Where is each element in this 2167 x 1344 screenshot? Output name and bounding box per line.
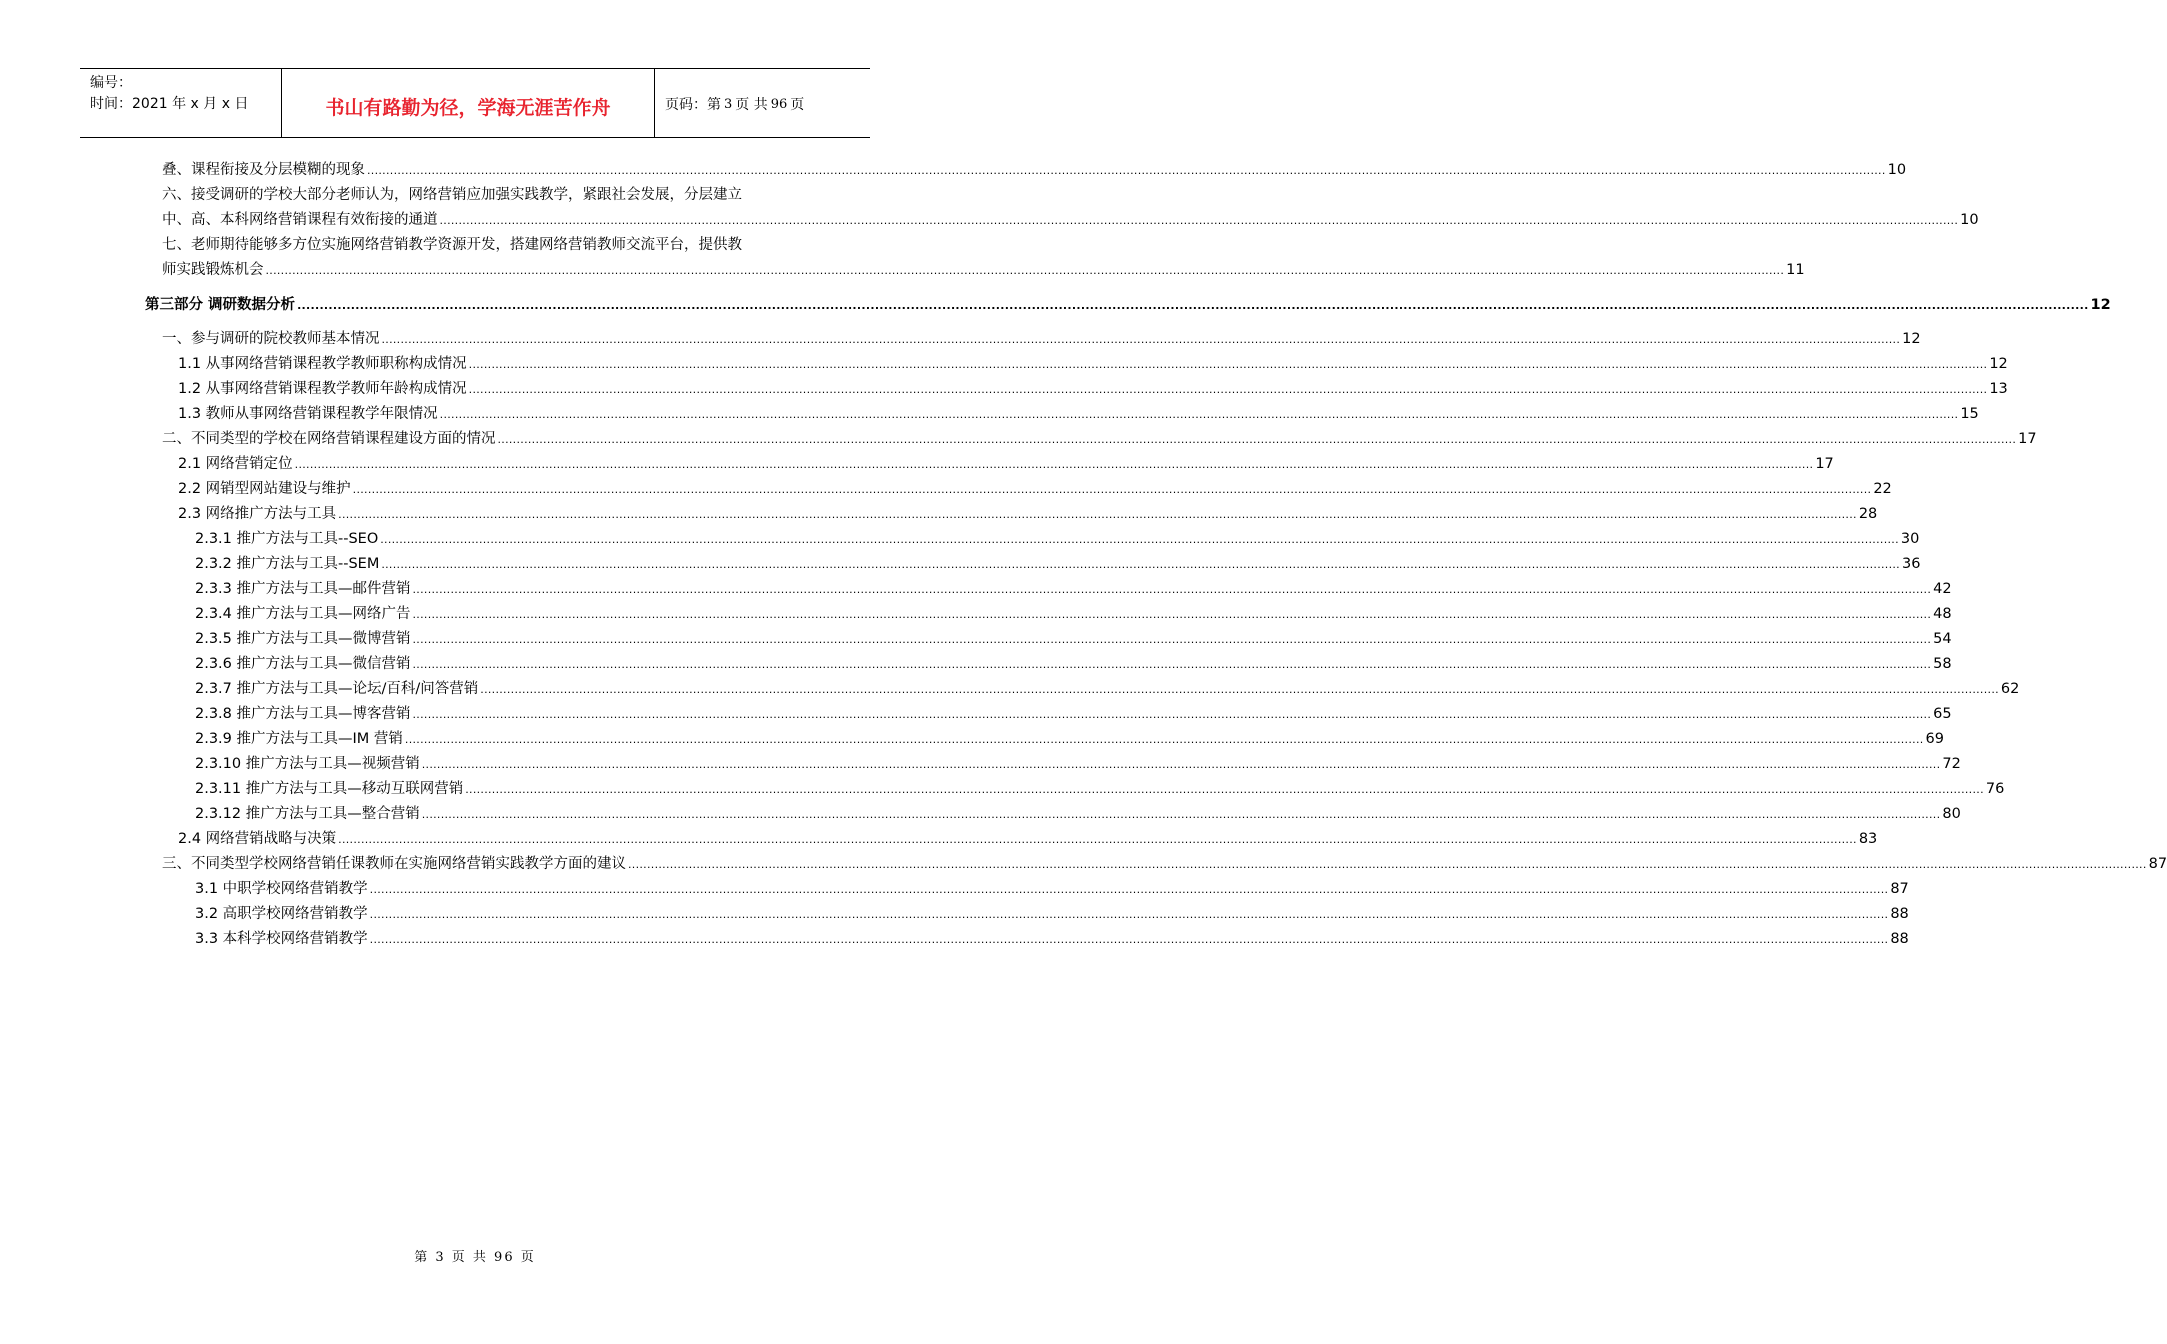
page-suffix: 页 xyxy=(790,97,805,113)
toc-entry-title: 2.3.11 推广方法与工具—移动互联网营销 xyxy=(195,781,464,797)
document-date: 时间：2021 年 x 月 x 日 xyxy=(90,96,249,112)
toc-leader: ................................................................................................................................................................................................................................................................................................................................................................................................................ xyxy=(412,583,1932,596)
toc-entry-title: 2.3.3 推广方法与工具—邮件营销 xyxy=(195,581,411,597)
toc-entry[interactable] xyxy=(178,354,2008,374)
toc-leader: ................................................................................................................................................................................................................................................................................................................................................................................................................ xyxy=(338,508,1857,521)
toc-entry-page: 65 xyxy=(1933,706,1952,722)
toc-entry-title: 2.3.5 推广方法与工具—微博营销 xyxy=(195,631,411,647)
toc-leader: ................................................................................................................................................................................................................................................................................................................................................................................................................ xyxy=(439,408,1959,421)
toc-leader: ................................................................................................................................................................................................................................................................................................................................................................................................................ xyxy=(628,858,2147,871)
toc-entry-title: 2.2 网销型网站建设与维护 xyxy=(178,481,351,497)
toc-entry-title: 2.3 网络推广方法与工具 xyxy=(178,506,337,522)
toc-entry[interactable] xyxy=(162,854,2167,874)
toc-entry[interactable] xyxy=(195,629,1952,649)
toc-entry-page: 72 xyxy=(1942,756,1961,772)
toc-entry[interactable] xyxy=(195,554,1921,574)
toc-entry-title: 2.4 网络营销战略与决策 xyxy=(178,831,337,847)
toc-leader: ................................................................................................................................................................................................................................................................................................................................................................................................................ xyxy=(369,883,1889,896)
toc-leader: ................................................................................................................................................................................................................................................................................................................................................................................................................ xyxy=(381,558,1900,571)
toc-entry-title: 2.1 网络营销定位 xyxy=(178,456,293,472)
toc-entry-title: 2.3.6 推广方法与工具—微信营销 xyxy=(195,656,411,672)
toc-entry-line[interactable]: 六、接受调研的学校大部分老师认为，网络营销应加强实践教学，紧跟社会发展，分层建立 xyxy=(162,187,742,203)
toc-leader: ................................................................................................................................................................................................................................................................................................................................................................................................................ xyxy=(265,264,1785,277)
toc-entry-page: 13 xyxy=(1989,381,2008,397)
toc-leader: ................................................................................................................................................................................................................................................................................................................................................................................................................ xyxy=(468,358,1988,371)
toc-entry-title: 1.1 从事网络营销课程教学教师职称构成情况 xyxy=(178,356,467,372)
toc-entry-page: 58 xyxy=(1933,656,1952,672)
toc-entry-title: 师实践锻炼机会 xyxy=(162,262,264,278)
toc-leader: ................................................................................................................................................................................................................................................................................................................................................................................................................ xyxy=(380,533,1899,546)
toc-entry-page: 88 xyxy=(1890,906,1909,922)
toc-entry-page: 11 xyxy=(1786,262,1805,278)
toc-entry[interactable] xyxy=(178,404,1979,424)
toc-entry-title: 3.1 中职学校网络营销教学 xyxy=(195,881,368,897)
toc-entry[interactable] xyxy=(162,329,1921,349)
toc-entry-title: 2.3.4 推广方法与工具—网络广告 xyxy=(195,606,411,622)
toc-entry-title: 2.3.10 推广方法与工具—视频营销 xyxy=(195,756,420,772)
header-motto: 书山有路勤为径，学海无涯苦作舟 xyxy=(282,69,655,137)
toc-entry[interactable] xyxy=(195,604,1952,624)
toc-entry-page: 17 xyxy=(2018,431,2037,447)
toc-leader: ................................................................................................................................................................................................................................................................................................................................................................................................................ xyxy=(465,783,1984,796)
toc-entry-page: 10 xyxy=(1960,212,1979,228)
toc-entry[interactable] xyxy=(178,479,1892,499)
toc-entry-page: 36 xyxy=(1901,556,1921,572)
page-header xyxy=(80,68,870,138)
toc-entry-title: 3.3 本科学校网络营销教学 xyxy=(195,931,368,947)
toc-entry[interactable] xyxy=(162,210,1979,230)
toc-entry[interactable] xyxy=(178,829,1878,849)
toc-entry-title: 1.3 教师从事网络营销课程教学年限情况 xyxy=(178,406,438,422)
toc-leader: ................................................................................................................................................................................................................................................................................................................................................................................................................ xyxy=(294,458,1814,471)
toc-leader: ................................................................................................................................................................................................................................................................................................................................................................................................................ xyxy=(297,299,2089,312)
toc-entry[interactable] xyxy=(178,379,2008,399)
toc-leader: ................................................................................................................................................................................................................................................................................................................................................................................................................ xyxy=(404,733,1924,746)
toc-entry-page: 62 xyxy=(2000,681,2020,697)
toc-entry-title: 2.3.2 推广方法与工具--SEM xyxy=(195,556,380,572)
toc-leader: ................................................................................................................................................................................................................................................................................................................................................................................................................ xyxy=(412,633,1932,646)
toc-leader: ................................................................................................................................................................................................................................................................................................................................................................................................................ xyxy=(369,908,1889,921)
toc-entry[interactable] xyxy=(195,929,1909,949)
toc-entry-title: 2.3.8 推广方法与工具—博客营销 xyxy=(195,706,411,722)
toc-entry-page: 42 xyxy=(1933,581,1952,597)
toc-entry[interactable] xyxy=(195,579,1952,599)
header-meta xyxy=(80,69,282,137)
toc-part-heading[interactable] xyxy=(145,295,2111,315)
toc-entry-page: 88 xyxy=(1890,931,1909,947)
toc-entry[interactable] xyxy=(195,779,2005,799)
toc-entry-title: 二、不同类型的学校在网络营销课程建设方面的情况 xyxy=(162,431,496,447)
toc-entry-title: 3.2 高职学校网络营销教学 xyxy=(195,906,368,922)
toc-entry-line[interactable]: 七、老师期待能够多方位实施网络营销教学资源开发，搭建网络营销教师交流平台，提供教 xyxy=(162,237,742,253)
toc-entry[interactable] xyxy=(195,904,1909,924)
toc-entry[interactable] xyxy=(195,754,1961,774)
toc-entry[interactable] xyxy=(162,429,2037,449)
toc-entry[interactable] xyxy=(178,504,1878,524)
toc-entry-page: 10 xyxy=(1887,162,1907,178)
toc-entry-page: 76 xyxy=(1985,781,2005,797)
toc-entry-page: 15 xyxy=(1960,406,1979,422)
toc-leader: ................................................................................................................................................................................................................................................................................................................................................................................................................ xyxy=(352,483,1872,496)
toc-entry-page: 12 xyxy=(1989,356,2008,372)
toc-entry-page: 17 xyxy=(1815,456,1834,472)
page-mid: 页 共 xyxy=(735,97,768,113)
toc-leader: ................................................................................................................................................................................................................................................................................................................................................................................................................ xyxy=(412,658,1932,671)
toc-entry[interactable] xyxy=(195,654,1952,674)
toc-entry-page: 30 xyxy=(1900,531,1920,547)
toc-leader: ................................................................................................................................................................................................................................................................................................................................................................................................................ xyxy=(480,683,1999,696)
toc-entry[interactable] xyxy=(195,804,1961,824)
document-number-label: 编号： xyxy=(90,75,132,91)
toc-entry-title: 2.3.7 推广方法与工具—论坛/百科/问答营销 xyxy=(195,681,479,697)
page-total: 96 xyxy=(770,96,788,112)
toc-leader: ................................................................................................................................................................................................................................................................................................................................................................................................................ xyxy=(468,383,1988,396)
page-current: 3 xyxy=(724,96,733,112)
toc-leader: ................................................................................................................................................................................................................................................................................................................................................................................................................ xyxy=(421,758,1941,771)
toc-entry-page: 80 xyxy=(1942,806,1961,822)
toc-entry-title: 叠、课程衔接及分层模糊的现象 xyxy=(162,162,365,178)
toc-entry-page: 12 xyxy=(2090,297,2111,313)
page-footer: 第 3 页 共 96 页 xyxy=(414,1250,536,1265)
toc-leader: ................................................................................................................................................................................................................................................................................................................................................................................................................ xyxy=(369,933,1889,946)
toc-entry-title: 中、高、本科网络营销课程有效衔接的通道 xyxy=(162,212,438,228)
toc-leader: ................................................................................................................................................................................................................................................................................................................................................................................................................ xyxy=(367,164,1886,177)
toc-entry-page: 54 xyxy=(1933,631,1952,647)
toc-entry-title: 1.2 从事网络营销课程教学教师年龄构成情况 xyxy=(178,381,467,397)
toc-entry-page: 87 xyxy=(2148,856,2167,872)
toc-entry-page: 12 xyxy=(1902,331,1921,347)
toc-entry-page: 87 xyxy=(1890,881,1909,897)
toc-entry-page: 83 xyxy=(1858,831,1878,847)
toc-entry[interactable] xyxy=(195,729,1944,749)
toc-entry[interactable] xyxy=(195,529,1920,549)
toc-leader: ................................................................................................................................................................................................................................................................................................................................................................................................................ xyxy=(338,833,1857,846)
toc-entry-title: 2.3.9 推广方法与工具—IM 营销 xyxy=(195,731,403,747)
toc-entry-page: 69 xyxy=(1925,731,1944,747)
toc-entry[interactable] xyxy=(178,454,1834,474)
header-page-info xyxy=(655,69,870,137)
toc-leader: ................................................................................................................................................................................................................................................................................................................................................................................................................ xyxy=(497,433,2017,446)
toc-entry-page: 28 xyxy=(1858,506,1878,522)
toc-entry[interactable] xyxy=(195,879,1909,899)
toc-leader: ................................................................................................................................................................................................................................................................................................................................................................................................................ xyxy=(439,214,1959,227)
toc-entry[interactable] xyxy=(162,160,1907,180)
toc-entry-page: 48 xyxy=(1933,606,1952,622)
toc-entry-title: 2.3.1 推广方法与工具--SEO xyxy=(195,531,379,547)
toc-entry[interactable] xyxy=(195,704,1952,724)
page-prefix: 页码：第 xyxy=(665,97,721,113)
toc-entry-title: 三、不同类型学校网络营销任课教师在实施网络营销实践教学方面的建议 xyxy=(162,856,626,872)
toc-leader: ................................................................................................................................................................................................................................................................................................................................................................................................................ xyxy=(421,808,1941,821)
toc-leader: ................................................................................................................................................................................................................................................................................................................................................................................................................ xyxy=(381,333,1901,346)
toc-entry[interactable] xyxy=(162,260,1805,280)
toc-leader: ................................................................................................................................................................................................................................................................................................................................................................................................................ xyxy=(412,608,1932,621)
toc-leader: ................................................................................................................................................................................................................................................................................................................................................................................................................ xyxy=(412,708,1932,721)
toc-entry-title: 第三部分 调研数据分析 xyxy=(145,297,296,313)
toc-entry-title: 一、参与调研的院校教师基本情况 xyxy=(162,331,380,347)
toc-entry-title: 2.3.12 推广方法与工具—整合营销 xyxy=(195,806,420,822)
toc-entry-page: 22 xyxy=(1873,481,1892,497)
toc-entry[interactable] xyxy=(195,679,2020,699)
